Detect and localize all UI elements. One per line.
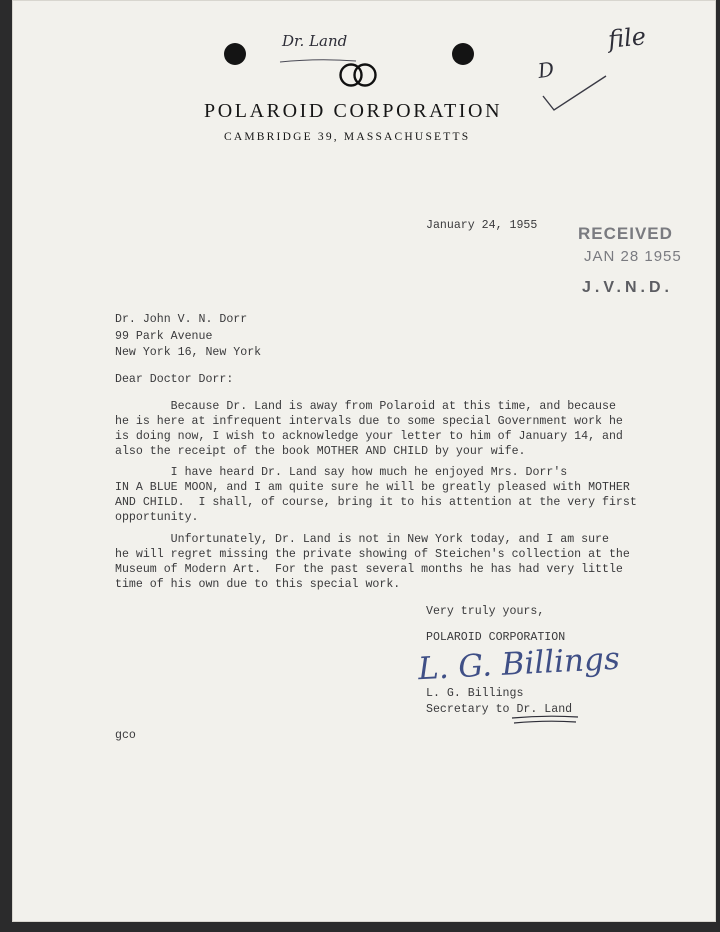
typist-initials: gco (115, 729, 136, 742)
paragraph-line: IN A BLUE MOON, and I am quite sure he will be greatly pleased with MOTHER (115, 481, 630, 494)
letterhead-company: POLAROID CORPORATION (204, 100, 503, 122)
paragraph-line: Because Dr. Land is away from Polaroid at this time, and because (115, 400, 616, 413)
paragraph-line: AND CHILD. I shall, of course, bring it to his attention at the very first (115, 496, 637, 509)
closing: Very truly yours, (426, 605, 545, 618)
closing-company: POLAROID CORPORATION (426, 631, 566, 644)
letter-date: January 24, 1955 (426, 219, 538, 232)
letter-page (12, 0, 716, 922)
polaroid-logo (336, 62, 380, 88)
handwritten-file-note: file (606, 22, 648, 54)
punch-hole-left (224, 43, 246, 65)
paragraph-line: he will regret missing the private showing of Steichen's collection at the (115, 548, 630, 561)
paragraph-line: opportunity. (115, 511, 199, 524)
handwritten-check-mark (540, 70, 610, 114)
handwritten-note-dr-land: Dr. Land (282, 32, 348, 50)
paragraph-line: time of his own due to this special work. (115, 578, 401, 591)
recipient-line: Dr. John V. N. Dorr (115, 313, 248, 326)
paragraph-line: also the receipt of the book MOTHER AND CHILD by your wife. (115, 445, 526, 458)
recipient-block (115, 312, 261, 362)
paragraph-line: he is here at infrequent intervals due to some special Government work he (115, 415, 623, 428)
paragraph-line: Museum of Modern Art. For the past several months he has had very little (115, 563, 623, 576)
handwritten-d-mark: D (536, 57, 556, 83)
letterhead-address: CAMBRIDGE 39, MASSACHUSETTS (224, 131, 471, 143)
received-stamp-initials: J.V.N.D. (582, 279, 673, 296)
received-stamp-label: RECEIVED (578, 224, 673, 243)
punch-hole-right (452, 43, 474, 65)
salutation: Dear Doctor Dorr: (115, 373, 234, 386)
paragraph-line: I have heard Dr. Land say how much he enjoyed Mrs. Dorr's (115, 466, 568, 479)
received-stamp-date: JAN 28 1955 (584, 248, 682, 265)
recipient-line: New York 16, New York (115, 346, 262, 359)
recipient-line: 99 Park Avenue (115, 329, 213, 343)
paragraph-line: Unfortunately, Dr. Land is not in New York today, and I am sure (115, 533, 609, 546)
signer-title: Secretary to Dr. Land (426, 703, 573, 716)
signer-name: L. G. Billings (426, 687, 524, 700)
handwritten-title-underline (510, 714, 580, 726)
signature: L. G. Billings (417, 640, 621, 688)
paragraph-line: is doing now, I wish to acknowledge your letter to him of January 14, and (115, 430, 623, 443)
